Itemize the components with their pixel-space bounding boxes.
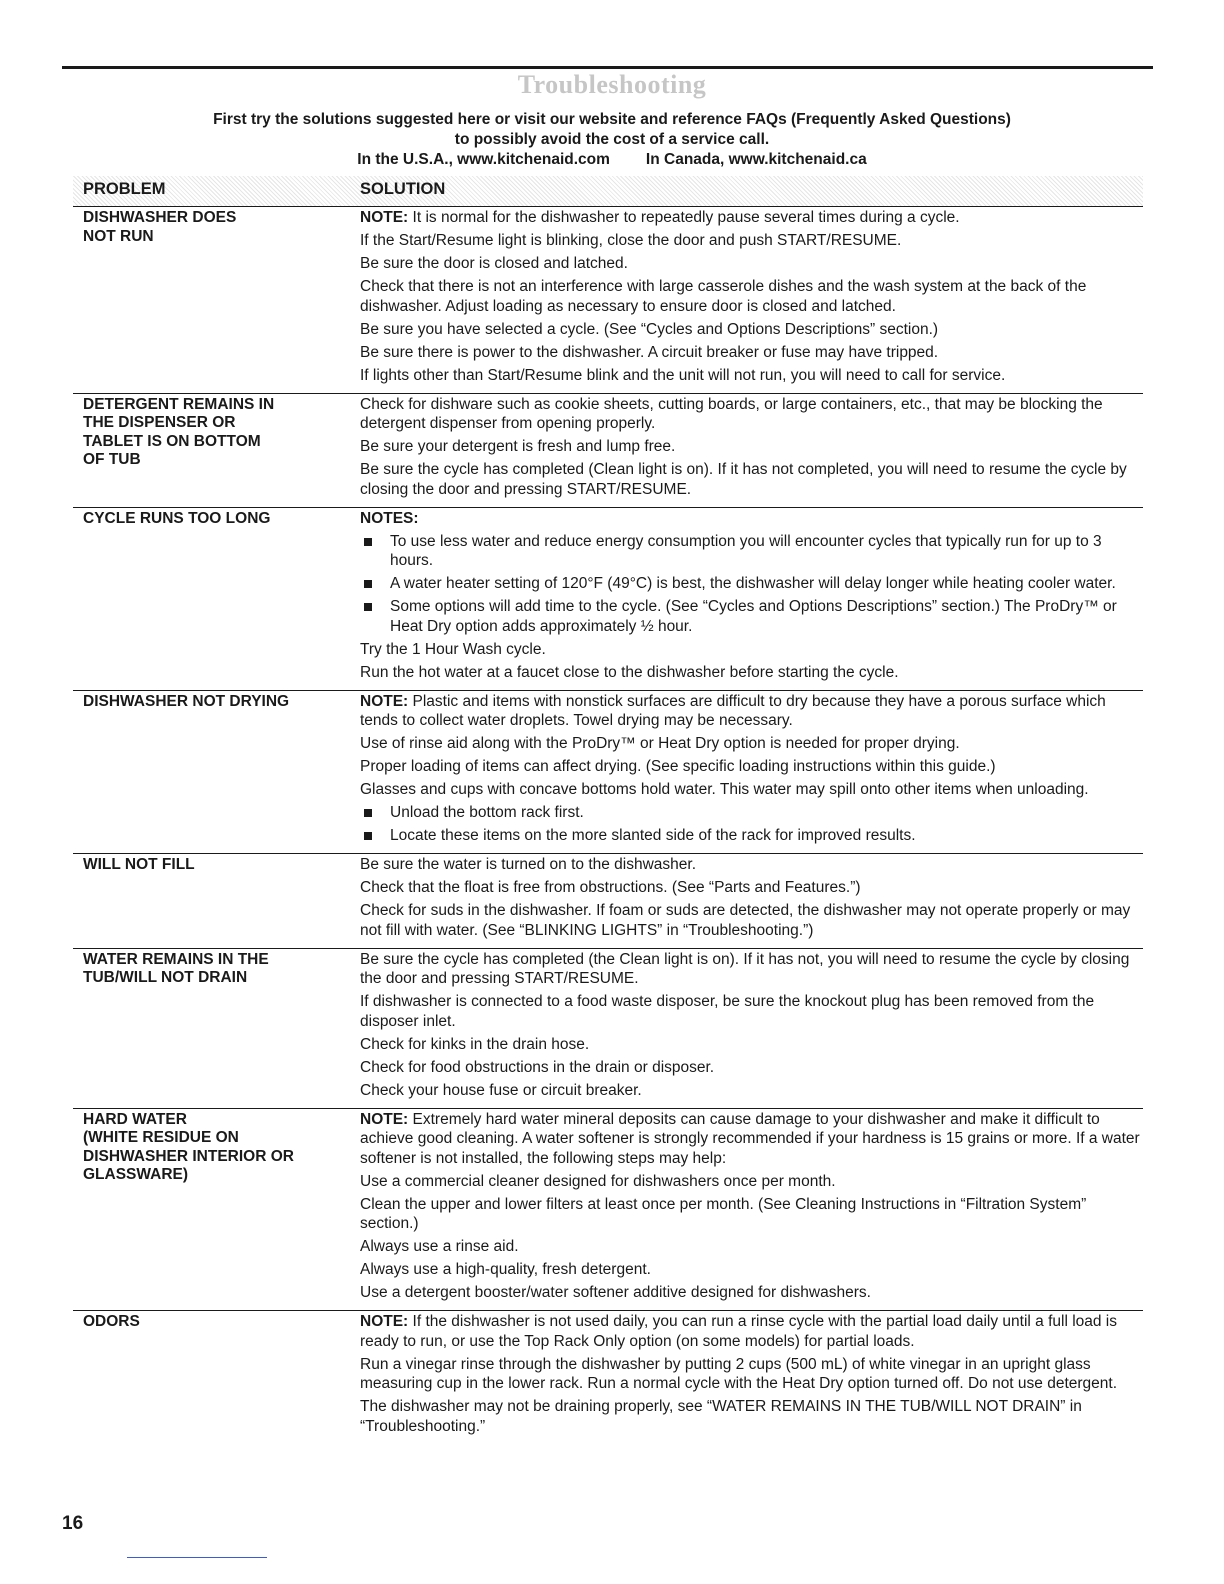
us-website-link[interactable]: In the U.S.A., www.kitchenaid.com — [357, 151, 610, 168]
solution-line — [360, 320, 1143, 340]
solution-line — [360, 1312, 1143, 1351]
solution-text: Use a commercial cleaner designed for dishwashers once per month. — [360, 1172, 836, 1190]
problem-cell: DISHWASHER DOES NOT RUN — [83, 209, 237, 245]
solution-line — [360, 640, 1143, 660]
problem-cell: CYCLE RUNS TOO LONG — [83, 509, 271, 527]
solution-text: Check for dishware such as cookie sheets, cutting boards, or large containers, etc., that may be blocking the detergent dispenser from opening properly. — [360, 395, 1103, 432]
solution-line — [360, 734, 1143, 754]
solution-line — [360, 1110, 1143, 1169]
solution-text: The dishwasher may not be draining properly, see “WATER REMAINS IN THE TUB/WILL NOT DRAIN” in “Troubleshooting.” — [360, 1398, 1082, 1435]
solution-text: Unload the bottom rack first. — [390, 804, 584, 821]
page-number: 16 — [62, 1513, 84, 1534]
canada-website-link[interactable]: In Canada, www.kitchenaid.ca — [645, 151, 867, 168]
solution-text: Try the 1 Hour Wash cycle. — [360, 640, 546, 658]
solution-line — [360, 277, 1143, 316]
solution-line — [360, 901, 1143, 940]
problem-cell: WATER REMAINS IN THE TUB/WILL NOT DRAIN — [83, 950, 269, 986]
intro-line-2: to possibly avoid the cost of a service call. — [454, 131, 770, 148]
table-row — [73, 691, 1143, 855]
solution-text: If the Start/Resume light is blinking, close the door and push START/RESUME. — [360, 232, 902, 249]
page-title: Troubleshooting — [517, 70, 707, 99]
solution-text: Check for food obstructions in the drain or disposer. — [360, 1058, 715, 1076]
table-row — [73, 949, 1143, 1109]
solution-line — [360, 509, 1143, 529]
problem-cell: DETERGENT REMAINS IN THE DISPENSER OR TABLET IS ON BOTTOM OF TUB — [83, 395, 275, 468]
solution-line — [360, 1355, 1143, 1394]
solution-cell — [360, 208, 1143, 389]
solution-line — [360, 366, 1143, 386]
note-label: NOTE: — [360, 692, 409, 710]
solution-text: Check for suds in the dishwasher. If foam or suds are detected, the dishwasher may not operate properly or may not fill with water. (See “BLINKING LIGHTS” in “Troubleshooting.”) — [360, 902, 1131, 939]
problem-cell: ODORS — [83, 1313, 140, 1330]
solution-line — [360, 231, 1143, 251]
solution-line — [360, 1283, 1143, 1303]
solution-text: Glasses and cups with concave bottoms hold water. This water may spill onto other items when unloading. — [360, 781, 1089, 798]
solution-line — [360, 460, 1143, 499]
solution-line — [360, 780, 1143, 800]
top-rule — [62, 66, 1153, 69]
solution-line — [360, 1237, 1143, 1257]
solution-text: Some options will add time to the cycle. (See “Cycles and Options Descriptions” section.) The ProDry™ or Heat Dry option adds approximately ½ hour. — [390, 598, 1117, 635]
solution-text: Check for kinks in the drain hose. — [360, 1035, 590, 1053]
solution-bullet — [360, 803, 1143, 823]
table-row — [73, 508, 1143, 691]
solution-text: A water heater setting of 120°F (49°C) is best, the dishwasher will delay longer while heating cooler water. — [390, 575, 1116, 592]
solution-text: Be sure the cycle has completed (Clean light is on). If it has not completed, you will need to resume the cycle by closing the door and pressing START/RESUME. — [360, 461, 1127, 498]
solution-cell — [360, 395, 1143, 503]
solution-line — [360, 1035, 1143, 1055]
solution-text: If dishwasher is connected to a food waste disposer, be sure the knockout plug has been removed from the disposer inlet. — [360, 993, 1095, 1030]
solution-line — [360, 692, 1143, 731]
solution-column-header: SOLUTION — [360, 180, 446, 198]
solution-line — [360, 757, 1143, 777]
solution-text: Extremely hard water mineral deposits can cause damage to your dishwasher and make it difficult to achieve good cleaning. A water softener is strongly recommended if your hardness is 15 grains or more. If a water softener is not installed, the following steps may help: — [360, 1110, 1140, 1167]
note-label: NOTE: — [360, 209, 409, 226]
solution-line — [360, 1081, 1143, 1101]
solution-line — [360, 992, 1143, 1031]
problem-cell: DISHWASHER NOT DRYING — [83, 692, 290, 710]
solution-line — [360, 1195, 1143, 1234]
solution-text: Be sure the door is closed and latched. — [360, 255, 628, 272]
solution-text: Use a detergent booster/water softener additive designed for dishwashers. — [360, 1284, 871, 1301]
intro-urls — [0, 150, 1224, 170]
solution-text: Proper loading of items can affect drying. (See specific loading instructions within this guide.) — [360, 758, 996, 775]
solution-line — [360, 254, 1143, 274]
solution-cell — [360, 950, 1143, 1104]
solution-cell — [360, 1110, 1143, 1307]
intro — [0, 110, 1224, 170]
table-row — [73, 207, 1143, 394]
solution-bullet — [360, 532, 1143, 571]
solution-text: It is normal for the dishwasher to repeatedly pause several times during a cycle. — [408, 209, 960, 226]
note-label: NOTE: — [360, 1110, 409, 1128]
solution-line — [360, 395, 1143, 434]
solution-line — [360, 950, 1143, 989]
solution-line — [360, 878, 1143, 898]
solution-line — [360, 1260, 1143, 1280]
solution-line — [360, 343, 1143, 363]
solution-bullet — [360, 597, 1143, 636]
solution-text: Clean the upper and lower filters at least once per month. (See Cleaning Instructions in “Filtration System” section.) — [360, 1195, 1087, 1232]
solution-text: Be sure the water is turned on to the dishwasher. — [360, 856, 697, 873]
solution-text: Be sure there is power to the dishwasher. A circuit breaker or fuse may have tripped. — [360, 343, 939, 361]
solution-text: Run a vinegar rinse through the dishwasher by putting 2 cups (500 mL) of white vinegar in an upright glass measuring cup in the lower rack. Run a normal cycle with the Heat Dry option turned off. Do not use detergent. — [360, 1355, 1118, 1392]
table-row — [73, 854, 1143, 949]
problem-column-header: PROBLEM — [83, 180, 166, 198]
troubleshooting-table — [73, 207, 1143, 1444]
solution-cell — [360, 855, 1143, 944]
solution-text: If the dishwasher is not used daily, you can run a rinse cycle with the partial load daily until a full load is ready to run, or use the Top Rack Only option (on some models) for partial loads. — [360, 1313, 1118, 1350]
solution-text: Be sure you have selected a cycle. (See “Cycles and Options Descriptions” section.) — [360, 320, 939, 338]
solution-text: Plastic and items with nonstick surfaces are difficult to dry because they have a porous surface which tends to collect water droplets. Towel drying may be necessary. — [360, 692, 1106, 729]
solution-text: Locate these items on the more slanted side of the rack for improved results. — [390, 827, 916, 844]
solution-cell — [360, 509, 1143, 686]
note-label: NOTES: — [360, 509, 419, 527]
table-row — [73, 1109, 1143, 1312]
table-row — [73, 394, 1143, 508]
solution-text: Always use a rinse aid. — [360, 1238, 519, 1255]
solution-line — [360, 663, 1143, 683]
bottom-link-underline — [127, 1557, 267, 1558]
solution-text: Be sure your detergent is fresh and lump free. — [360, 438, 676, 455]
solution-text: Always use a high-quality, fresh detergent. — [360, 1261, 651, 1278]
note-label: NOTE: — [360, 1313, 409, 1330]
problem-cell: WILL NOT FILL — [83, 856, 195, 873]
solution-line — [360, 1172, 1143, 1192]
solution-text: Check that the float is free from obstructions. (See “Parts and Features.”) — [360, 879, 861, 896]
table-row — [73, 1311, 1143, 1444]
solution-cell — [360, 1312, 1143, 1440]
solution-text: Check that there is not an interference with large casserole dishes and the wash system at the back of the dishwasher. Adjust loading as necessary to ensure door is closed and latched. — [360, 278, 1087, 315]
solution-line — [360, 208, 1143, 228]
solution-line — [360, 1058, 1143, 1078]
solution-text: Check your house fuse or circuit breaker. — [360, 1081, 642, 1099]
solution-text: Run the hot water at a faucet close to the dishwasher before starting the cycle. — [360, 663, 899, 681]
intro-line-1: First try the solutions suggested here or visit our website and reference FAQs (Frequently Asked Questions) — [213, 111, 1011, 128]
solution-bullet — [360, 826, 1143, 846]
solution-text: If lights other than Start/Resume blink and the unit will not run, you will need to call for service. — [360, 366, 1006, 384]
solution-text: Use of rinse aid along with the ProDry™ or Heat Dry option is needed for proper drying. — [360, 735, 960, 752]
solution-cell — [360, 692, 1143, 850]
solution-text: To use less water and reduce energy consumption you will encounter cycles that typically run for up to 3 hours. — [390, 532, 1102, 569]
solution-line — [360, 855, 1143, 875]
solution-text: Be sure the cycle has completed (the Clean light is on). If it has not, you will need to resume the cycle by closing the door and pressing START/RESUME. — [360, 950, 1130, 987]
problem-cell: HARD WATER (WHITE RESIDUE ON DISHWASHER INTERIOR OR GLASSWARE) — [83, 1110, 294, 1183]
solution-bullet — [360, 574, 1143, 594]
solution-line — [360, 437, 1143, 457]
solution-line — [360, 1397, 1143, 1436]
table-header — [73, 176, 1143, 207]
